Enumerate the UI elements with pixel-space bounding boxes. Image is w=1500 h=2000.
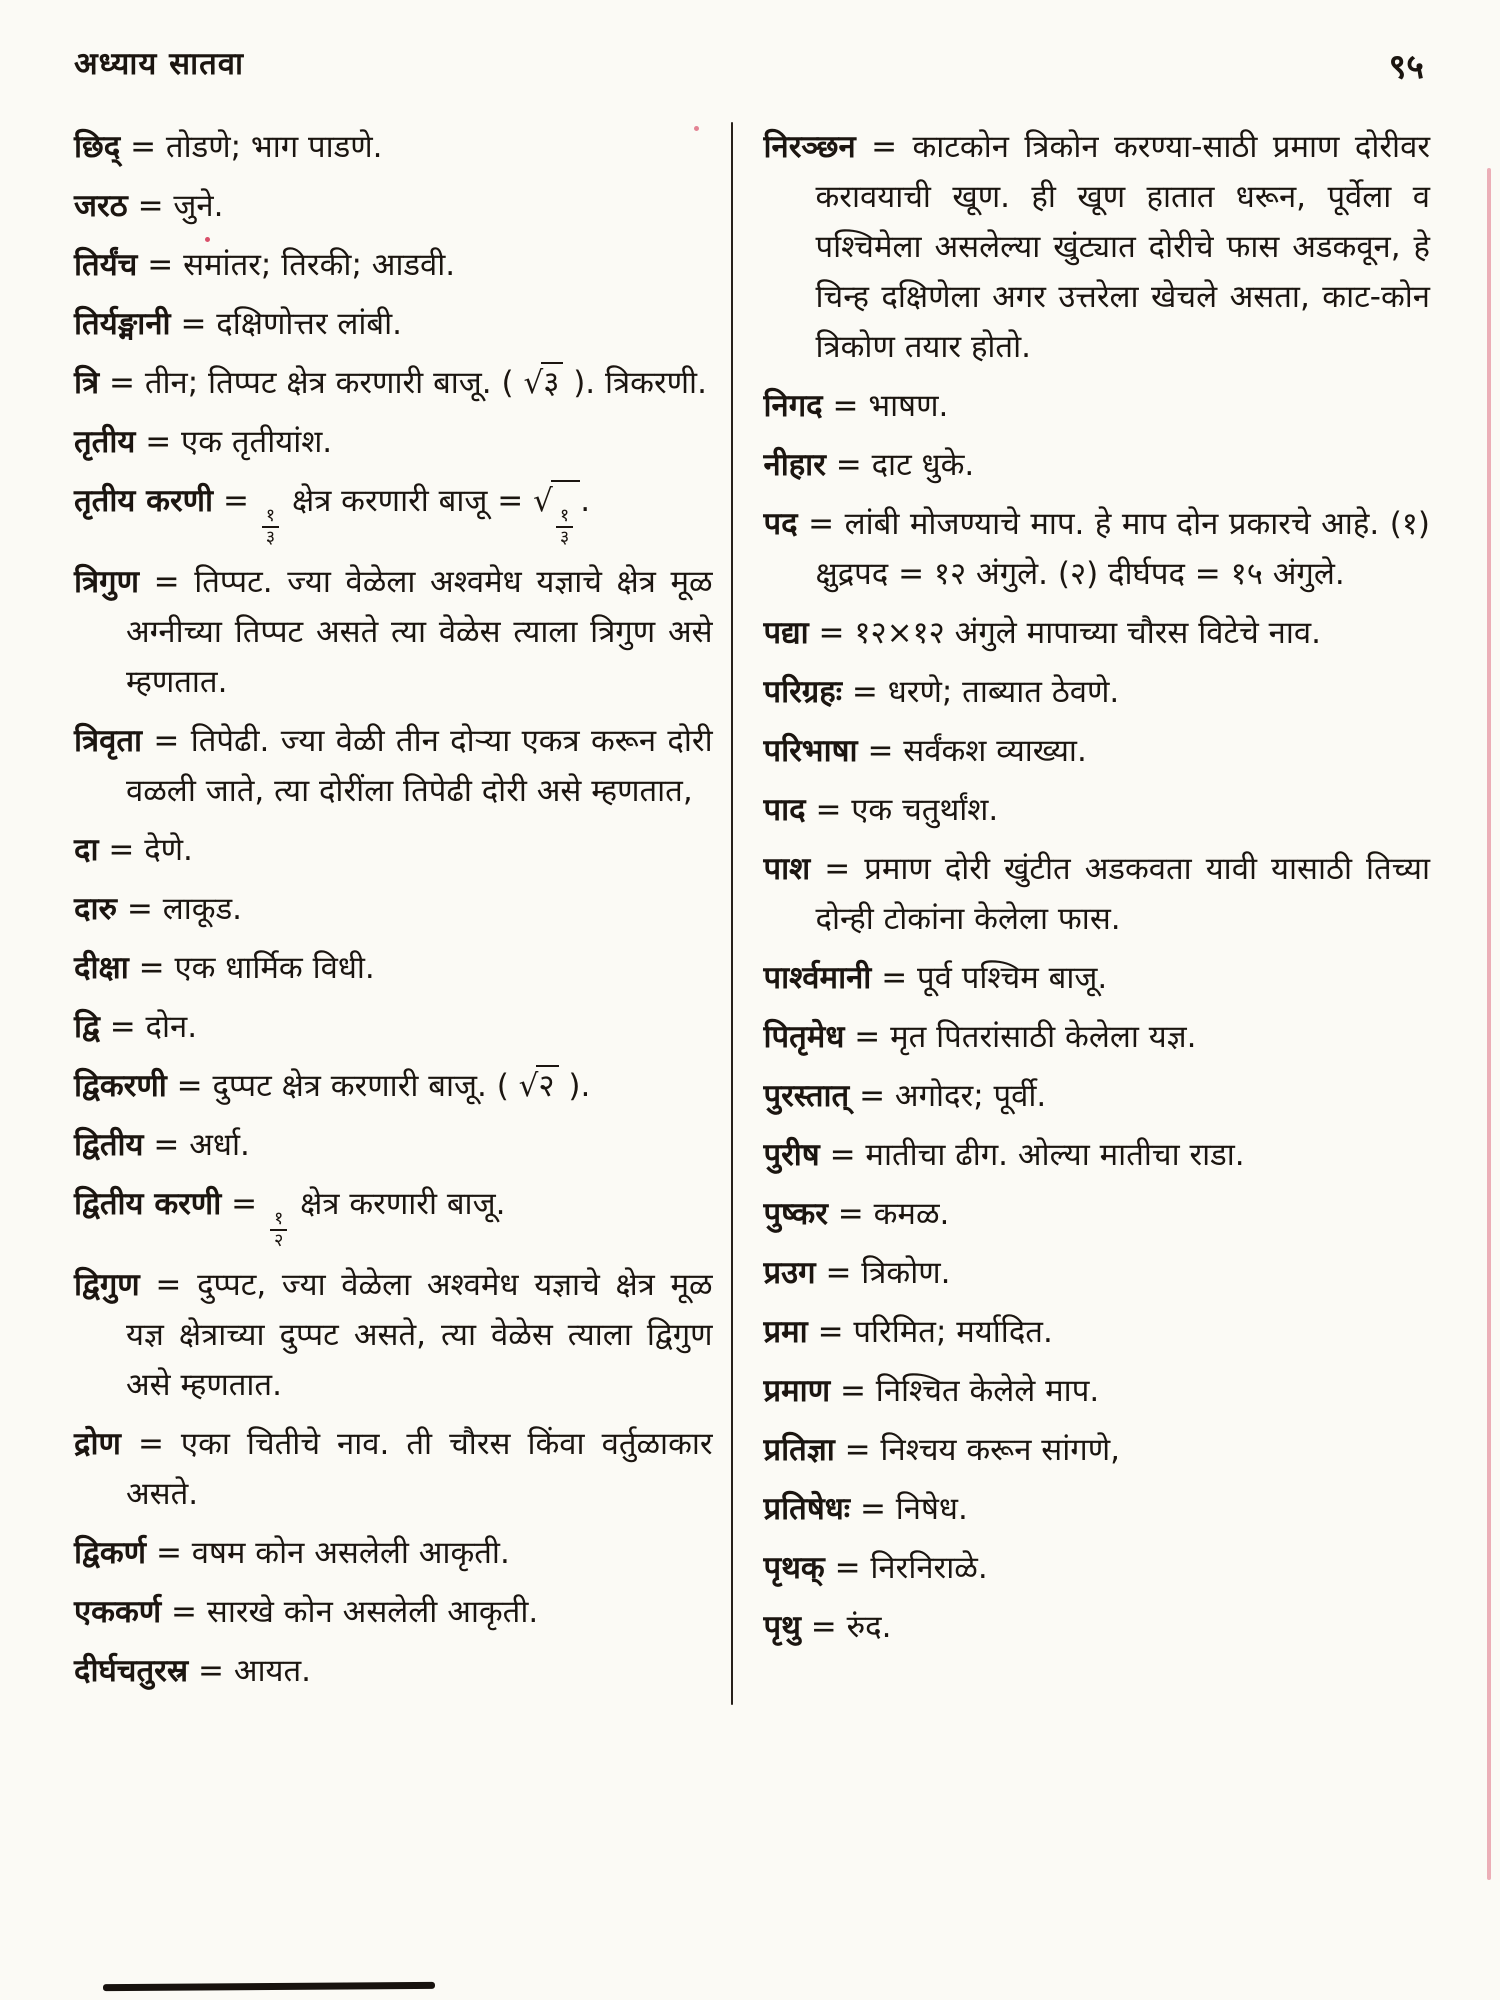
scan-dot-artifact xyxy=(205,237,210,242)
dictionary-entry: दीर्घचतुरस्र = आयत. xyxy=(74,1653,311,1690)
headword: पृथु xyxy=(763,1609,801,1645)
headword: प्रमा xyxy=(763,1314,808,1350)
headword: द्वितीय करणी xyxy=(74,1186,222,1223)
headword: तिर्यङ्मानी xyxy=(74,306,171,342)
headword: द्विकर्ण xyxy=(74,1535,147,1572)
headword: पाद xyxy=(763,792,806,828)
dictionary-entry: द्वितीय करणी = $\frac{१}{२}$ क्षेत्र करणारी बाजू. xyxy=(74,1186,506,1252)
dictionary-entry: दा = देणे. xyxy=(74,832,193,869)
chapter-title: अध्याय सातवा xyxy=(74,46,245,82)
headword: पुरस्तात् xyxy=(763,1078,850,1114)
headword: पद्या xyxy=(763,615,809,651)
headword: दीर्घचतुरस्र xyxy=(74,1653,189,1690)
dictionary-entry: त्रिवृता = तिपेढी. ज्या वेळी तीन दोऱ्या एकत्र करून दोरी वळली जाते, त्या दोरींला तिपेढी दोरी असे म्हणतात, xyxy=(74,723,713,810)
column-right xyxy=(763,122,1430,1705)
square-root: √ $\frac{१}{३}$ xyxy=(533,480,580,519)
two-column-text xyxy=(74,122,1430,1705)
headword: तिर्यंच xyxy=(74,247,138,283)
dictionary-entry: प्रमाण = निश्चित केलेले माप. xyxy=(763,1373,1100,1409)
dictionary-entry: तिर्यंच = समांतर; तिरकी; आडवी. xyxy=(74,247,456,283)
headword: द्विकरणी xyxy=(74,1068,167,1105)
dictionary-entry: नीहार = दाट धुके. xyxy=(763,447,975,483)
dictionary-entry: पाश = प्रमाण दोरी खुंटीत अडकवता यावी यासाठी तिच्या दोन्ही टोकांना केलेला फास. xyxy=(763,851,1430,937)
headword: त्रिगुण xyxy=(74,564,140,601)
dictionary-entry: प्रतिषेधः = निषेध. xyxy=(763,1491,968,1527)
dictionary-entry: पद्या = १२×१२ अंगुले मापाच्या चौरस विटेचे नाव. xyxy=(763,615,1321,651)
dictionary-entry: पुष्कर = कमळ. xyxy=(763,1196,950,1232)
headword: दीक्षा xyxy=(74,950,129,987)
dictionary-entry: तिर्यङ्मानी = दक्षिणोत्तर लांबी. xyxy=(74,306,403,342)
dictionary-entry: जरठ = जुने. xyxy=(74,188,224,224)
dictionary-entry: पृथक् = निरनिराळे. xyxy=(763,1550,988,1586)
dictionary-entry: परिग्रहः = धरणे; ताब्यात ठेवणे. xyxy=(763,674,1120,710)
headword: प्रउग xyxy=(763,1255,816,1291)
dictionary-entry: प्रउग = त्रिकोण. xyxy=(763,1255,951,1291)
headword: पृथक् xyxy=(763,1550,825,1586)
scan-dot-artifact xyxy=(694,126,699,131)
headword: पद xyxy=(763,506,798,542)
dictionary-entry: द्वितीय = अर्धा. xyxy=(74,1127,250,1164)
dictionary-entry: त्रि = तीन; तिप्पट क्षेत्र करणारी बाजू. ( √३ ). त्रिकरणी. xyxy=(74,358,713,408)
headword: दा xyxy=(74,832,99,869)
headword: छिद् xyxy=(74,129,121,165)
dictionary-entry: तृतीय = एक तृतीयांश. xyxy=(74,424,333,460)
dictionary-entry: छिद् = तोडणे; भाग पाडणे. xyxy=(74,129,383,165)
page-header xyxy=(74,42,1430,88)
dictionary-entry: पाद = एक चतुर्थांश. xyxy=(763,792,999,828)
fraction: $\frac{१}{३}$ xyxy=(262,506,279,548)
dictionary-entry: दारु = लाकूड. xyxy=(74,891,243,928)
dictionary-entry: द्विकरणी = दुप्पट क्षेत्र करणारी बाजू. ( √२ ). xyxy=(74,1061,713,1111)
headword: द्रोण xyxy=(74,1426,121,1463)
dictionary-entry: पार्श्वमानी = पूर्व पश्चिम बाजू. xyxy=(763,960,1108,996)
dictionary-entry: पद = लांबी मोजण्याचे माप. हे माप दोन प्रकारचे आहे. (१) क्षुद्रपद = १२ अंगुले. (२) दीर्घपद = १५ अंगुले. xyxy=(763,506,1430,592)
headword: प्रमाण xyxy=(763,1373,831,1409)
dictionary-entry: निगद = भाषण. xyxy=(763,388,949,424)
headword: नीहार xyxy=(763,447,826,483)
headword: पार्श्वमानी xyxy=(763,960,872,996)
dictionary-entry: पृथु = रुंद. xyxy=(763,1609,892,1645)
headword: जरठ xyxy=(74,188,128,224)
headword: प्रतिषेधः xyxy=(763,1491,851,1527)
column-divider-rule xyxy=(731,122,734,1705)
headword: पुष्कर xyxy=(763,1196,828,1232)
fraction: $\frac{१}{२}$ xyxy=(270,1209,287,1251)
headword: त्रि xyxy=(74,365,100,401)
dictionary-entry: पुरीष = मातीचा ढीग. ओल्या मातीचा राडा. xyxy=(763,1137,1245,1173)
dictionary-entry: पितृमेध = मृत पितरांसाठी केलेला यज्ञ. xyxy=(763,1019,1197,1055)
headword: एककर्ण xyxy=(74,1594,162,1631)
headword: द्वितीय xyxy=(74,1127,144,1164)
headword: त्रिवृता xyxy=(74,723,143,760)
headword: निगद xyxy=(763,388,823,424)
column-left xyxy=(74,122,713,1705)
headword: तृतीय xyxy=(74,424,136,460)
dictionary-entry: पुरस्तात् = अगोदर; पूर्वी. xyxy=(763,1078,1047,1114)
dictionary-entry: एककर्ण = सारखे कोन असलेली आकृती. xyxy=(74,1594,539,1631)
headword: पुरीष xyxy=(763,1137,820,1173)
headword: परिभाषा xyxy=(763,733,858,769)
scan-bar-artifact xyxy=(103,1982,435,1991)
headword: दारु xyxy=(74,891,118,928)
headword: द्विगुण xyxy=(74,1267,140,1304)
dictionary-entry: द्विकर्ण = वषम कोन असलेली आकृती. xyxy=(74,1535,510,1572)
scan-streak-artifact xyxy=(1487,168,1491,1880)
dictionary-entry: परिभाषा = सर्वंकश व्याख्या. xyxy=(763,733,1087,769)
dictionary-entry: तृतीय करणी = $\frac{१}{३}$ क्षेत्र करणारी बाजू = √ $\frac{१}{३}$ . xyxy=(74,476,713,548)
headword: परिग्रहः xyxy=(763,674,843,710)
headword: प्रतिज्ञा xyxy=(763,1432,835,1468)
dictionary-entry: त्रिगुण = तिप्पट. ज्या वेळेला अश्वमेध यज्ञाचे क्षेत्र मूळ अग्नीच्या तिप्पट असते त्या वेळेस त्याला त्रिगुण असे म्हणतात. xyxy=(74,564,713,701)
dictionary-entry: दीक्षा = एक धार्मिक विधी. xyxy=(74,950,375,987)
dictionary-entry: द्रोण = एका चितीचे नाव. ती चौरस किंवा वर्तुळाकार असते. xyxy=(74,1426,713,1513)
page-number: ९५ xyxy=(1388,47,1424,87)
square-root: √३ xyxy=(523,362,563,401)
headword: द्वि xyxy=(74,1009,100,1046)
dictionary-entry: प्रतिज्ञा = निश्चय करून सांगणे, xyxy=(763,1432,1121,1468)
headword: तृतीय करणी xyxy=(74,483,214,519)
fraction: $\frac{१}{३}$ xyxy=(556,506,573,548)
dictionary-entry: निरञ्छन = काटकोन त्रिकोन करण्या-साठी प्रमाण दोरीवर करावयाची खूण. ही खूण हातात धरून, पूर्वेला व पश्चिमेला असलेल्या खुंट्यात दोरीचे फास अडकवून, हे चिन्ह दक्षिणेला अगर उत्तरेला खेचले असता, काट-कोन त्रिकोण तयार होतो. xyxy=(763,129,1430,365)
dictionary-entry: द्वि = दोन. xyxy=(74,1009,198,1046)
headword: निरञ्छन xyxy=(763,129,856,165)
dictionary-entry: द्विगुण = दुप्पट, ज्या वेळेला अश्वमेध यज्ञाचे क्षेत्र मूळ यज्ञ क्षेत्राच्या दुप्पट असते, त्या वेळेस त्याला द्विगुण असे म्हणतात. xyxy=(74,1267,713,1404)
dictionary-entry: प्रमा = परिमित; मर्यादित. xyxy=(763,1314,1053,1350)
headword: पाश xyxy=(763,851,811,887)
headword: पितृमेध xyxy=(763,1019,845,1055)
square-root: √२ xyxy=(519,1065,559,1104)
